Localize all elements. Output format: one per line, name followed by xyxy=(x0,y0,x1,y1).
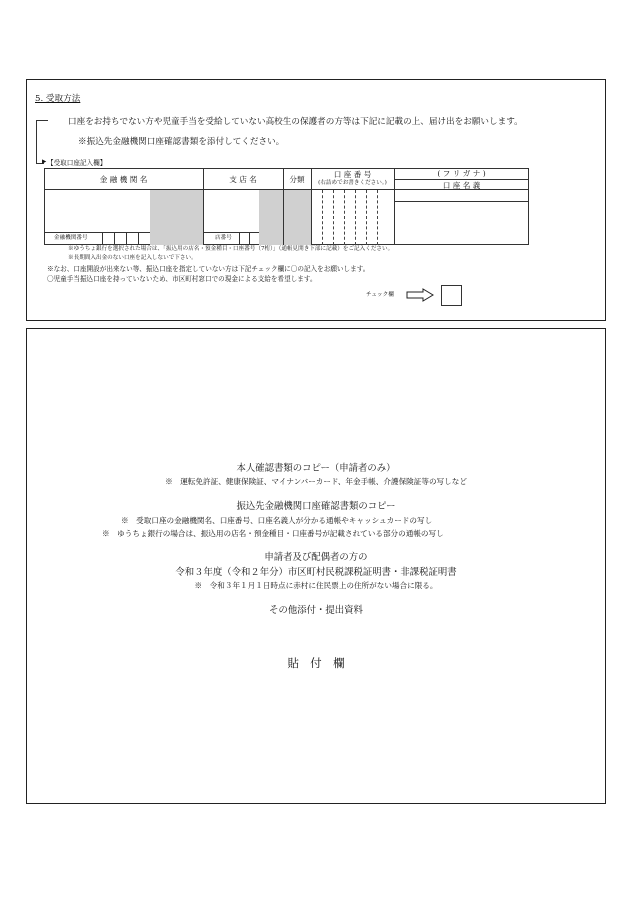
digit-divider-4 xyxy=(355,190,356,245)
header-holder: 口 座 名 義 xyxy=(442,181,481,190)
bank-code-row-line xyxy=(44,232,150,233)
bank-code-cell-4 xyxy=(138,232,139,245)
kana-divider xyxy=(394,179,529,180)
section-heading: 5. 受取方法 xyxy=(35,94,81,104)
header-branch-name: 支 店 名 xyxy=(229,175,257,184)
header-account-number: 口 座 番 号 xyxy=(333,170,372,179)
attach-other-heading: その他添付・提出資料 xyxy=(269,605,363,616)
note-no-account: ※なお、口座開設が出来ない等、振込口座を指定していない方は下記チェック欄に〇の記入をお願いします。 xyxy=(47,265,370,273)
account-entry-label: 【受取口座記入欄】 xyxy=(47,159,107,167)
attach-bank-note-2: ※ ゆうちょ銀行の場合は、振込用の店名・預金種目・口座番号が記載されている部分の通帳の写し xyxy=(102,529,444,538)
note-dormant: ※長期間入出金のない口座を記入しないで下さい。 xyxy=(68,255,197,261)
check-label: チェック欄 xyxy=(366,292,394,298)
digit-divider-3 xyxy=(344,190,345,245)
bank-code-cell-3 xyxy=(126,232,127,245)
header-type: 分類 xyxy=(289,175,305,184)
branch-code-row-line xyxy=(203,232,259,233)
bank-code-cell-1 xyxy=(102,232,103,245)
kana-row-divider xyxy=(394,201,529,202)
header-bank-name: 金 融 機 関 名 xyxy=(99,175,148,184)
branch-gray-area xyxy=(259,190,283,245)
branch-code-cell-2 xyxy=(249,232,250,245)
attach-tax-note: ※ 令和３年１月１日時点に赤村に住民票上の住所がない場合に限る。 xyxy=(194,581,438,590)
type-gray-area xyxy=(284,190,311,245)
branch-code-label: 店番号 xyxy=(215,235,232,241)
bank-gray-area xyxy=(150,190,203,245)
digit-divider-1 xyxy=(322,190,323,245)
attachment-panel xyxy=(26,328,606,804)
branch-code-cell-1 xyxy=(239,232,240,245)
right-arrow-icon xyxy=(406,288,434,302)
check-box[interactable] xyxy=(441,285,462,306)
bracket-top xyxy=(36,120,48,121)
paste-area-label: 貼 付 欄 xyxy=(287,656,345,670)
instruction-line-1: 口座をお持ちでない方や児童手当を受給していない高校生の保護者の方等は下記に記載の上、届け出をお願いします。 xyxy=(68,117,523,127)
digit-divider-2 xyxy=(333,190,334,245)
attach-tax-heading-2: 令和３年度（令和２年分）市区町村民税課税証明書・非課税証明書 xyxy=(175,567,457,578)
attach-bank-heading: 振込先金融機関口座確認書類のコピー xyxy=(236,501,396,512)
instruction-line-2: ※振込先金融機関口座確認書類を添付してください。 xyxy=(78,137,285,147)
header-account-number-sub: (右詰めでお書きください。) xyxy=(318,180,387,186)
bank-code-label: 金融機関番号 xyxy=(54,235,88,241)
arrow-icon: ▶ xyxy=(42,159,47,165)
digit-divider-6 xyxy=(377,190,378,245)
attach-bank-note-1: ※ 受取口座の金融機関名、口座番号、口座名義人が分かる通帳やキャッシュカードの写し xyxy=(121,516,433,525)
bank-code-cell-2 xyxy=(114,232,115,245)
header-kana: ( フ リ ガ ナ ) xyxy=(437,169,486,178)
note-yucho: ※ゆうちょ銀行を選択された場合は、「振込用の店名・預金種目・口座番号（7桁）」（通帳見開き下部に記載）をご記入ください。 xyxy=(68,246,394,252)
attach-id-heading: 本人確認書類のコピー（申請者のみ） xyxy=(236,463,396,474)
attach-tax-heading-1: 申請者及び配偶者の方の xyxy=(264,552,368,563)
note-cash-request: 〇児童手当振込口座を持っていないため、市区町村窓口での現金による支給を希望します。 xyxy=(47,275,317,283)
account-digit-cells xyxy=(311,190,394,245)
bracket-vertical xyxy=(36,120,37,164)
digit-divider-5 xyxy=(366,190,367,245)
attach-id-note: ※ 運転免許証、健康保険証、マイナンバーカード、年金手帳、介護保険証等の写しなど xyxy=(165,477,467,486)
